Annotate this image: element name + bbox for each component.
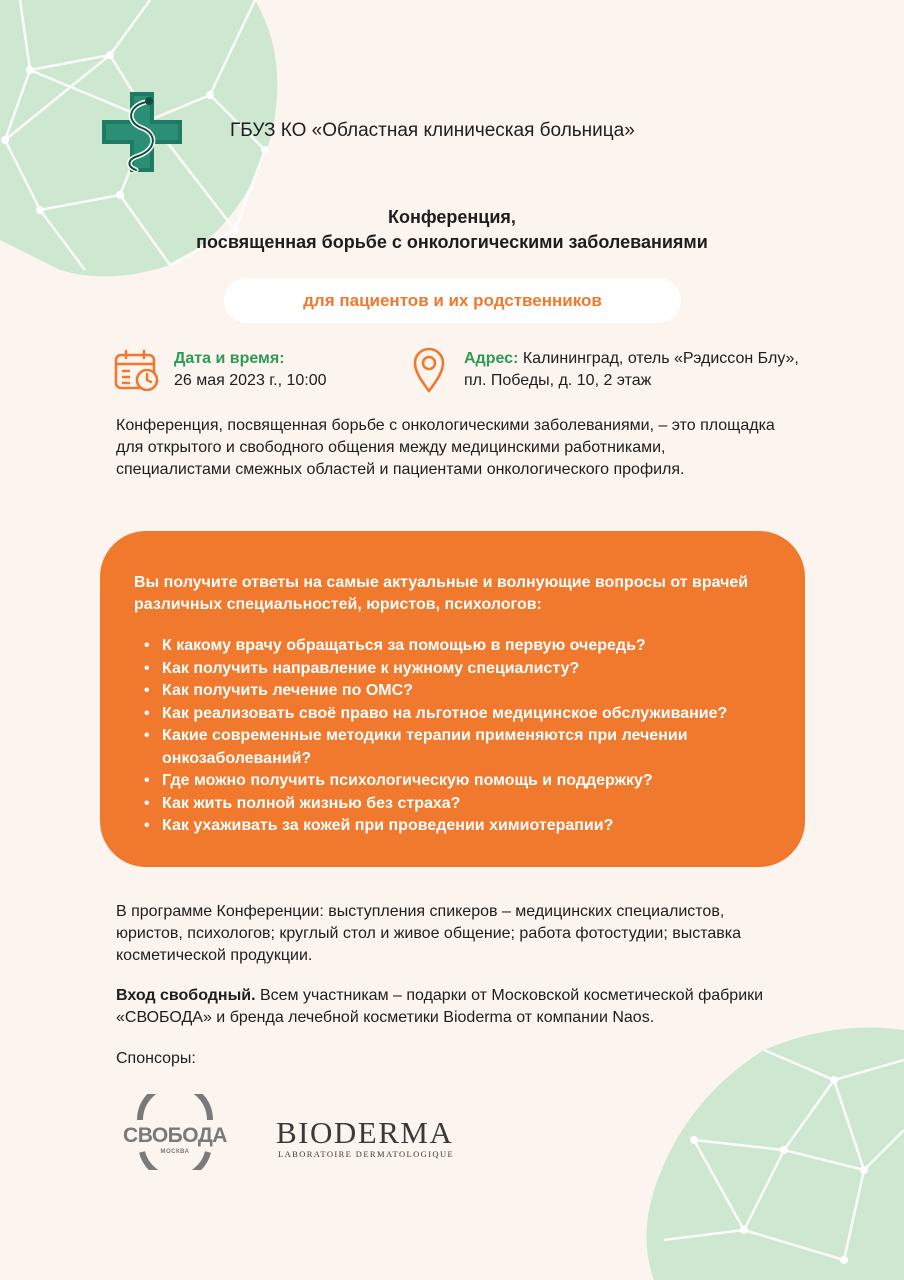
questions-list xyxy=(144,635,784,838)
sponsors-label: Спонсоры: xyxy=(116,1050,196,1067)
datetime-label: Дата и время: xyxy=(174,350,285,367)
questions-lead: Вы получите ответы на самые актуальные и волнующие вопросы от врачей различных специальностей, юристов, психологов: xyxy=(134,574,749,613)
entry-bold: Вход свободный. xyxy=(116,987,256,1004)
list-item: • Как жить полной жизнью без страха? xyxy=(144,793,784,816)
bioderma-subtitle: LABORATOIRE DERMATOLOGIQUE xyxy=(278,1149,455,1159)
organization-name: ГБУЗ КО «Областная клиническая больница» xyxy=(230,120,635,141)
datetime-value: 26 мая 2023 г., 10:00 xyxy=(174,372,327,389)
list-item: • Какие современные методики терапии применяются при лечении онкозаболеваний? xyxy=(144,725,784,770)
program-paragraph: В программе Конференции: выступления спикеров – медицинских специалистов, юристов, психологов; круглый стол и живое общение; работа фотостудии; выставка косметической продукции. xyxy=(116,903,742,964)
list-item: • Как реализовать своё право на льготное медицинское обслуживание? xyxy=(144,703,784,726)
entry-text: Всем участникам – подарки от Московской косметической фабрики «СВОБОДА» и бренда лечебной косметики Bioderma от компании Naos. xyxy=(116,987,764,1026)
svoboda-logo xyxy=(112,1094,238,1170)
bioderma-logo xyxy=(276,1115,476,1163)
intro-paragraph: Конференция, посвященная борьбе с онкологическими заболеваниями, – это площадка для открытого и свободного общения между медицинскими работниками, специалистами смежных областей и пациентами онкологического профиля. xyxy=(116,417,775,478)
address-block xyxy=(464,348,824,392)
list-item: • К какому врачу обращаться за помощью в первую очередь? xyxy=(144,635,784,658)
bioderma-name: BIODERMA xyxy=(276,1115,454,1150)
list-item: • Как получить направление к нужному специалисту? xyxy=(144,658,784,681)
svoboda-name: СВОБОДА xyxy=(123,1124,227,1147)
address-label: Адрес: xyxy=(464,350,519,367)
hospital-cross-logo xyxy=(98,88,186,176)
location-pin-icon xyxy=(412,347,446,393)
list-item: • Как получить лечение по ОМС? xyxy=(144,680,784,703)
datetime-block xyxy=(174,348,327,392)
list-item: • Как ухаживать за кожей при проведении химиотерапии? xyxy=(144,815,784,838)
address-value: Калининград, отель «Рэдиссон Блу», пл. Победы, д. 10, 2 этаж xyxy=(464,350,799,389)
page-title xyxy=(0,205,904,255)
questions-box xyxy=(100,531,805,867)
title-line-2: посвященная борьбе с онкологическими заболеваниями xyxy=(196,232,708,252)
audience-badge: для пациентов и их родственников xyxy=(224,278,681,323)
title-line-1: Конференция, xyxy=(388,207,516,227)
list-item: • Где можно получить психологическую помощь и поддержку? xyxy=(144,770,784,793)
decorative-globe-bottom-right xyxy=(634,1020,904,1280)
svoboda-city: МОСКВА xyxy=(160,1149,190,1155)
entry-paragraph xyxy=(116,985,816,1029)
calendar-icon xyxy=(114,349,160,391)
